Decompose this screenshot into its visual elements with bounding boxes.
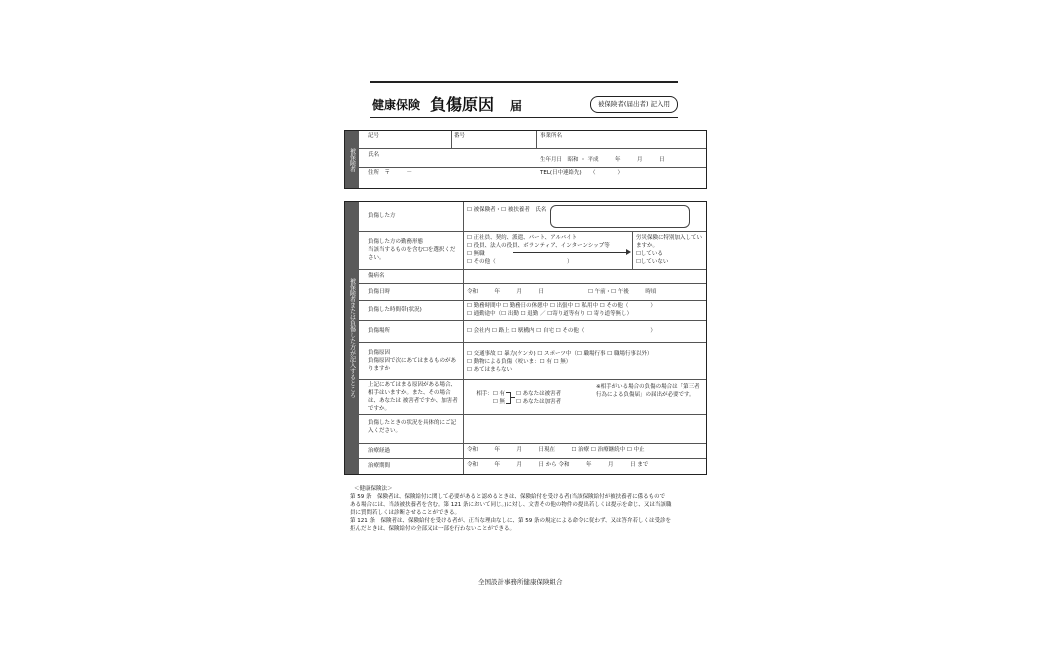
- row-label-injured-person: 負傷した方: [368, 213, 396, 219]
- office-label: 事業所名: [540, 133, 563, 139]
- footnote-line: 第 59 条 保険者は、保険給付に関して必要があると認めるときは、保険給付を受ける者(当該保険給付が被扶養者に係るもので: [350, 494, 666, 500]
- row-label-situation: 負傷したときの状況を具体的にご記入ください。: [368, 420, 457, 434]
- time-period-options[interactable]: ☐ 勤務時間中 ☐ 勤務日の休憩中 ☐ 出張中 ☐ 私用中 ☐ その他（ ） ☐ 通勤途中（☐ 出勤 ☐ 退勤 ／ ☐寄り道等有り ☐ 寄り道等無し）: [467, 303, 656, 317]
- address-label: 住所 〒 －: [368, 170, 413, 176]
- injury-row-divider: [359, 443, 706, 444]
- row-label-injury-place: 負傷場所: [368, 328, 391, 334]
- row-label-time-period: 負傷した時間帯(状況): [368, 307, 422, 313]
- header-left-title: 健康保険: [372, 98, 421, 112]
- injury-row-divider: [359, 458, 706, 459]
- insured-row-divider: [359, 167, 706, 168]
- employment-options[interactable]: ☐ 正社員、契約、派遣、パート、アルバイト ☐ 役員、法人の役員、ボランティア、インターンシップ等 ☐ 無職 ☐ その他（ ）: [467, 235, 610, 265]
- injury-row-divider: [359, 300, 706, 301]
- injury-side-label: 被保険者または負傷した方が記入するところ: [348, 278, 356, 398]
- row-label-diagnosis: 傷病名: [368, 273, 385, 279]
- injury-row-divider: [359, 342, 706, 343]
- injury-datetime-value[interactable]: 令和 年 月 日 ☐ 午前・☐ 午後 時頃: [467, 289, 657, 295]
- name-label: 氏名: [368, 152, 380, 158]
- injury-place-options[interactable]: ☐ 会社内 ☐ 路上 ☐ 駅構内 ☐ 自宅 ☐ その他（ ）: [467, 328, 656, 334]
- arrow-icon: [513, 252, 628, 253]
- injured-name-bracket[interactable]: [550, 205, 690, 228]
- insured-col-divider: [451, 131, 452, 148]
- arrow-head-icon: [626, 249, 631, 255]
- injury-row-divider: [359, 379, 706, 380]
- treatment-period-value[interactable]: 令和 年 月 日 から 令和 年 月 日 まで: [467, 462, 649, 468]
- footnote-line: 第 121 条 保険者は、保険給付を受ける者が、正当な理由なしに、第 59 条の規定による命令に従わず、又は答弁若しくは受診を: [350, 518, 672, 524]
- injury-row-divider: [359, 320, 706, 321]
- insured-side-bar: [345, 131, 359, 188]
- row-label-employment: 負傷した方の勤務形態 当該当するものを含む☐を選択ください。: [368, 239, 456, 261]
- page-title: 負傷原因: [430, 95, 495, 114]
- header-top-rule: [370, 81, 678, 83]
- footnote-heading: ＜健康保険法＞: [354, 486, 393, 492]
- bango-label: 番号: [454, 133, 466, 139]
- footnote-line: ある場合には、当該被扶養者を含む。第 121 条において同じ。)に対し、文書その他の物件の提出若しくは提示を命じ、又は当該職: [350, 502, 672, 508]
- row-label-injury-cause: 負傷原因 負傷原因で次にあてはまるものがありますか: [368, 350, 457, 372]
- insured-row-divider: [359, 148, 706, 149]
- injury-row-divider: [359, 283, 706, 284]
- footnote-line: 拒んだときは、保険給付の全部又は一部を行わないことができる。: [350, 526, 516, 532]
- footnote-line: 員に質問若しくは診断させることができる。: [350, 510, 461, 516]
- row-label-injury-datetime: 負傷日時: [368, 289, 391, 295]
- workers-comp-note[interactable]: 労災保険に特別加入していますか。 ☐している ☐していない: [636, 235, 703, 265]
- arrow-icon: [510, 397, 515, 398]
- injury-cause-options[interactable]: ☐ 交通事故 ☐ 暴力(ケンカ) ☐ スポーツ中（☐ 職場行事 ☐ 職場行事以外） ☐ 動物による負傷（咬いま：☐ 有 ☐ 無） ☐ あてはまらない: [467, 351, 653, 373]
- insured-side-label: 被保険者: [348, 147, 356, 172]
- tel-label: TEL(日中連絡先) （ ）: [540, 170, 623, 176]
- row-label-treatment-progress: 治療経過: [368, 448, 391, 454]
- row-label-treatment-period: 治療期間: [368, 463, 391, 469]
- employment-note-divider: [632, 232, 633, 269]
- injury-row-divider: [359, 414, 706, 415]
- issuer-name: 全国設計事務所健康保険組合: [478, 578, 563, 586]
- injury-side-bar: [345, 202, 359, 474]
- filer-badge: 被保険者(届出者) 記入用: [590, 96, 678, 113]
- row-label-other-party: 上記にあてはまる原因がある場合、相手はいますか。また、その場合は、あなたは 被害者ですか、加害者ですか。: [368, 382, 458, 412]
- header-suffix: 届: [510, 99, 523, 113]
- injury-row-divider: [359, 269, 706, 270]
- injured-person-checkboxes[interactable]: ☐ 被保険者・☐ 被扶養者 氏名: [467, 207, 547, 213]
- other-party-options[interactable]: 相手：☐ 有 ☐ 無: [476, 391, 505, 405]
- treatment-progress-value[interactable]: 令和 年 月 日現在 ☐ 治療 ☐ 治療継続中 ☐ 中止: [467, 447, 645, 453]
- victim-offender-options[interactable]: ☐ あなたは被害者 ☐ あなたは加害者: [516, 391, 562, 405]
- injury-label-divider: [463, 202, 464, 474]
- third-party-note: ※相手がいる場合の負傷の場合は「第三者行為による負傷届」の届出が必要です。: [596, 384, 700, 398]
- insured-col-divider: [536, 131, 537, 148]
- injury-row-divider: [359, 231, 706, 232]
- birth-label: 生年月日 昭和 ・ 平成 年 月 日: [540, 157, 665, 163]
- header-bottom-rule: [370, 117, 678, 118]
- kigo-label: 記号: [368, 133, 380, 139]
- bracket-icon: [506, 392, 511, 404]
